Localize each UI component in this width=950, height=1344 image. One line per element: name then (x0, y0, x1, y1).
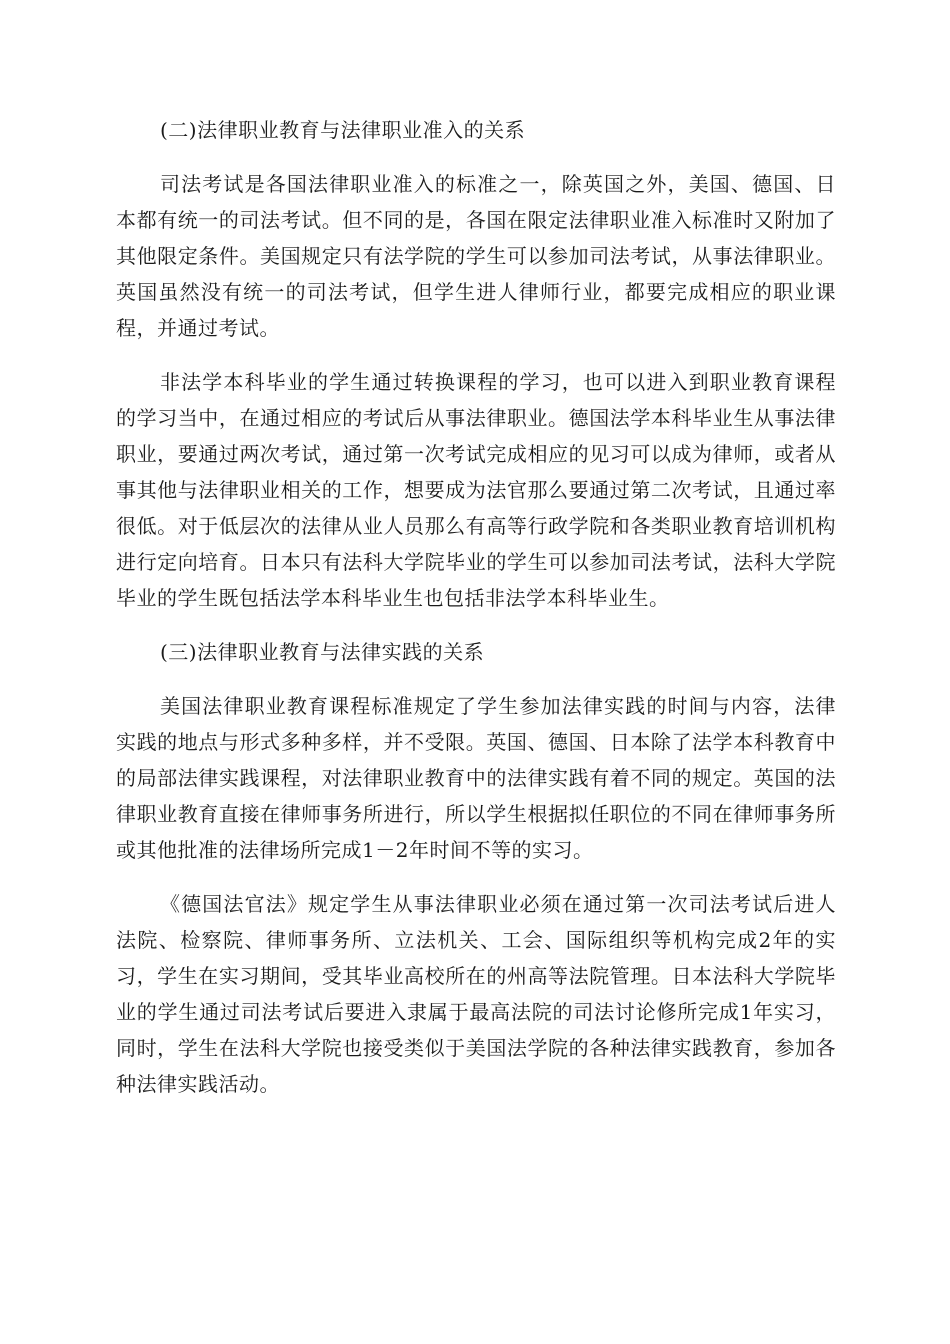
section-heading-2: (二)法律职业教育与法律职业准入的关系 (160, 118, 526, 142)
paragraph-german-judges-act: 《德国法官法》规定学生从事法律职业必须在通过第一次司法考试后进人法院、检察院、律师事务所、立法机关、工会、国际组织等机构完成2年的实习，学生在实习期间，受其毕业高校所在的州高等法院管理。日本法科大学院毕业的学生通过司法考试后要进入隶属于最高法院的司法讨论修所完成1年实习，同时，学生在法科大学院也接受类似于美国法学院的各种法律实践教育，参加各种法律实践活动。 (116, 892, 836, 1096)
paragraph-judicial-exam: 司法考试是各国法律职业准入的标准之一，除英国之外，美国、德国、日本都有统一的司法考试。但不同的是，各国在限定法律职业准入标准时又附加了其他限定条件。美国规定只有法学院的学生可以参加司法考试，从事法律职业。英国虽然没有统一的司法考试，但学生进人律师行业，都要完成相应的职业课程，并通过考试。 (116, 172, 836, 340)
paragraph-non-law-graduates: 非法学本科毕业的学生通过转换课程的学习，也可以进入到职业教育课程的学习当中，在通过相应的考试后从事法律职业。德国法学本科毕业生从事法律职业，要通过两次考试，通过第一次考试完成相应的见习可以成为律师，或者从事其他与法律职业相关的工作，想要成为法官那么要通过第二次考试，且通过率很低。对于低层次的法律从业人员那么有高等行政学院和各类职业教育培训机构进行定向培育。日本只有法科大学院毕业的学生可以参加司法考试，法科大学院毕业的学生既包括法学本科毕业生也包括非法学本科毕业生。 (116, 370, 836, 610)
section-heading-3: (三)法律职业教育与法律实践的关系 (160, 640, 485, 664)
paragraph-us-practice: 美国法律职业教育课程标准规定了学生参加法律实践的时间与内容，法律实践的地点与形式多种多样，并不受限。英国、德国、日本除了法学本科教育中的局部法律实践课程，对法律职业教育中的法律实践有着不同的规定。英国的法律职业教育直接在律师事务所进行，所以学生根据拟任职位的不同在律师事务所或其他批准的法律场所完成1－2年时间不等的实习。 (116, 694, 836, 862)
document-page (116, 112, 836, 1120)
